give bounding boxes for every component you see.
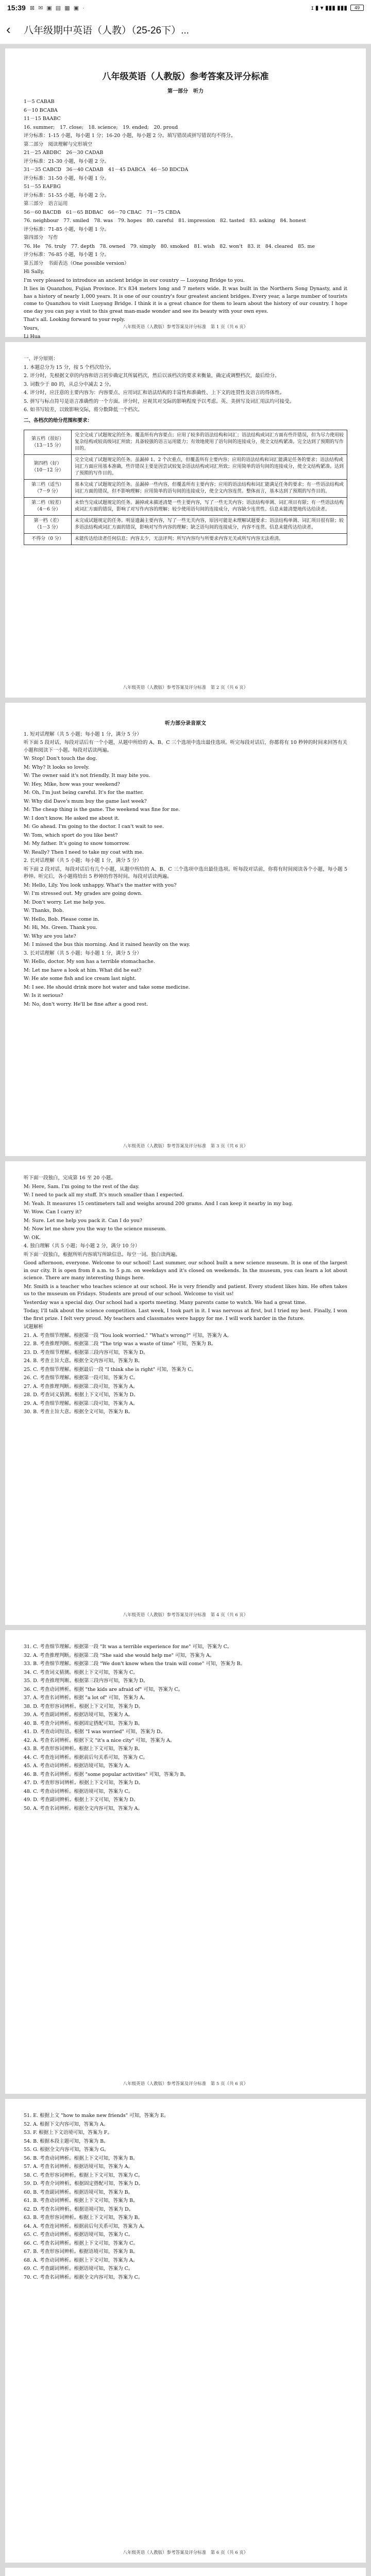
rubric-level: 第四档（好） （10－12 分）	[24, 455, 72, 480]
page-footer: 八年级英语（人教版）参考答案及评分标准 第 1 页（共 6 页）	[123, 324, 248, 330]
rubric-heading: 二、各档次的给分范围和要求：	[24, 417, 93, 423]
text-line: 29. A. 考查细节理解。根据第三段可知，答案为 A。	[24, 1400, 138, 1406]
text-line: 1. 本题总分为 15 分，按 5 个档次给分。	[24, 364, 114, 370]
text-line: 第五部分 书面表达（One possible version）	[24, 260, 129, 266]
rubric-row	[24, 455, 347, 480]
section-heading: 第一部分 听力	[167, 88, 204, 94]
text-line: 评分标准：21-30 小题，每小题 2 分。	[24, 158, 109, 164]
text-line: 1－5 CABAB	[24, 99, 55, 105]
text-line: 听下面 5 段对话，每段对话后有一个小题，从题中所给的 A、B、C 三个选项中选出最佳选项。听完每段对话后，你都将有 10 秒钟的时间来回答有关小题和阅读下一小题。每段对话读两遍。	[24, 740, 347, 753]
text-line: 52. A. 根据下文内容可知，答案为 A。	[24, 2121, 109, 2127]
text-line: 65. C. 考查动词辨析。根据语境可知，答案为 C。	[24, 2232, 133, 2238]
text-line: 56－60 BACDB 61－65 BDBAC 66－70 CBAC 71－75 CBDA	[24, 209, 180, 215]
text-line: 4. 评分时，应注意的主要内容为：内容要点、应用词汇和语法结构的丰富性和准确性、上下文的连贯性及语言的得体性。	[24, 390, 285, 396]
text-line: That's all. Looking forward to your reply.	[24, 317, 125, 323]
rubric-description: 完全完成了试题规定的任务。虽漏掉 1、2 个次重点，但覆盖所有主要内容；应用的语法结构和词汇能满足任务的要求；语法结构或词汇方面应用基本准确，些许错误主要是因尝试较复杂语法结构或词汇所致；应用简单的语句间的连接成分，使全文结构紧凑。达到了预期的写作目的。	[72, 455, 347, 480]
section-heading: 听力部分录音原文	[165, 721, 206, 726]
text-line: 61. B. 考查动词辨析。根据上下文可知，答案为 B。	[24, 2198, 138, 2204]
text-line: 30. B. 考查主旨大意。根据全文可知，答案为 B。	[24, 1409, 133, 1415]
text-line: 58. C. 考查形容词辨析。根据上下文可知，答案为 C。	[24, 2172, 143, 2178]
rubric-row	[24, 516, 347, 534]
text-line: 听下面 2 段对话，每段对话后有几个小题，从题中所给的 A、B、C 三个选项中选出最佳选项。听每段对话前，你将有时间阅读各个小题，每小题 5 秒钟。听完后，各小题将给出 5 秒钟的作答时间。每段对话读两遍。	[24, 866, 347, 879]
text-line: 63. B. 考查形容词辨析。根据上下文可知，答案为 B。	[24, 2215, 143, 2221]
text-line: M: Go ahead. I'm going to the doctor. I can't wait to see.	[24, 824, 164, 829]
rubric-table	[24, 430, 347, 545]
signal-icon: ɪ ▮ ▾ ▮▮▮ ▮▮▮	[311, 4, 347, 11]
rubric-level: 不得分（0 分）	[24, 534, 72, 545]
text-line: W: He ate some fish and ice cream last night.	[24, 976, 137, 981]
text-line: 70. C. 考查名词辨析。根据全文内容可知，答案为 C。	[24, 2274, 143, 2280]
document-viewer[interactable]	[0, 44, 371, 2576]
text-line: 23. D. 考查细节理解。根据第三段内容可知，答案为 D。	[24, 1349, 148, 1355]
text-line: 38. D. 考查形容词辨析。根据上下文可知，答案为 D。	[24, 1703, 144, 1709]
notification-icons: ⊠ ✉ ▣ ▤ ▦ ▣ ·	[29, 5, 86, 11]
rubric-description: 未能传达给读者任何信息；内容太少，无法评判；所写内容均与所要求内容无关或所写内容无法看清。	[72, 534, 347, 545]
text-line: 62. D. 考查名词辨析。根据语境可知，答案为 D。	[24, 2206, 134, 2212]
text-line: 67. B. 考查形容词辨析。根据语境可知，答案为 B。	[24, 2249, 138, 2255]
rubric-row	[24, 480, 347, 498]
text-line: M: Yeah. It measures 15 centimeters tall and weighs around 200 grams. And I can keep it nearby in my bag.	[24, 1200, 294, 1207]
battery-icon: 49	[350, 5, 364, 11]
back-arrow-icon[interactable]: ‹	[6, 22, 11, 37]
text-line: 听下面一段独白，完成第 16 至 20 小题。	[24, 1175, 116, 1181]
text-line: 27. A. 考查推理判断。根据第二段可知，答案为 A。	[24, 1383, 138, 1389]
rubric-row	[24, 430, 347, 455]
page-footer: 八年级英语（人教版）参考答案及评分标准 第 4 页（共 6 页）	[123, 1612, 248, 1618]
text-line: 41. D. 考查动词短语。根据 "I was worried" 可知，答案为 D。	[24, 1729, 165, 1735]
text-line: 47. D. 考查形容词辨析。根据上下文可知，答案为 D。	[24, 1780, 144, 1786]
text-line: 16. summer; 17. close; 18. science; 19. ended; 20. proud	[24, 124, 178, 130]
document-toolbar	[0, 15, 371, 44]
text-line: 一、评分原则：	[24, 356, 58, 362]
text-line: 28. D. 考查词义猜测。根据上下文可知，答案为 D。	[24, 1392, 139, 1398]
text-line: 2. 评分时，先根据文章的内容和语言初步确定其所属档次，然后以该档次的要求来衡量，确定或调整档次，最后给分。	[24, 373, 280, 379]
text-line: 6. 如书写较差，以致影响交际，将分数降低一个档次。	[24, 407, 143, 413]
text-line: 25. C. 考查细节理解。根据最后一段 "I think she is right" 可知，答案为 C。	[24, 1366, 196, 1372]
text-line: 46. B. 考查名词辨析。根据 "some popular activities" 可知，答案为 B。	[24, 1771, 189, 1777]
text-line: M: Why? It looks so lovely.	[24, 764, 90, 770]
text-line: It lies in Quanzhou, Fujian Province. It's 834 meters long and 7 meters wide. It was built in the Northern Song Dynasty, and it has a history of nearly 1,000 years. It is one of our country's four greatest ancient bridges. Every year, a large number of tourists come to Quanzhou to visit Luoyang Bridge. I think it is a great chance for them to learn about the history of our country. I hope one day you can pay a visit to this great man-made wonder and see its beauty with your own eyes.	[24, 286, 347, 314]
listening-script	[24, 1175, 347, 1416]
text-line: M: I missed the bus this morning. And it rained heavily on the way.	[24, 942, 191, 947]
rubric-description: 基本完成了试题规定的任务。虽漏掉一些内容，但覆盖所有主要内容；应用的语法结构和词汇能满足任务的要求；有一些语法结构或词汇方面的错误，但不影响理解；应用简单的语句间的连接成分，使全文内容连贯。整体而言，基本达到了预期的写作目的。	[72, 480, 347, 498]
listening-script	[24, 731, 347, 1009]
text-line: W: Hey, Mike, how was your weekend?	[24, 781, 120, 787]
text-line: M: Hello, Lily. You look unhappy. What's the matter with you?	[24, 882, 177, 888]
text-line: 69. C. 考查副词辨析。根据语境可知，答案为 C。	[24, 2266, 133, 2272]
page-title: 八年级英语（人教版）参考答案及评分标准	[102, 72, 269, 82]
text-line: W: Is it serious?	[24, 993, 63, 998]
status-bar	[0, 0, 371, 15]
text-line: W: Hello, Bob. Please come in.	[24, 916, 99, 922]
text-line: W: Thanks, Bob.	[24, 908, 64, 913]
text-line: 34. C. 考查词义猜测。根据上下文可知，答案为 C。	[24, 1669, 138, 1675]
rubric-level: 第一档（差） （1－3 分）	[24, 516, 72, 534]
text-line: 44. C. 考查连词辨析。根据前后句关系可知，答案为 C。	[24, 1754, 148, 1760]
status-time: 15:39	[7, 4, 26, 12]
text-line: 第三部分 语言运用	[24, 201, 68, 207]
text-line: 43. B. 考查形容词辨析。根据上下文可知，答案为 B。	[24, 1746, 143, 1752]
text-line: 5. 拼写与标点符号是语言准确性的一个方面。评分时，应视其对交际的影响程度予以考虑。英、美拼写及词汇用法均可接受。	[24, 398, 295, 404]
text-line: W: I'm stressed out. My grades are going down.	[24, 891, 143, 896]
text-line: 37. A. 考查名词辨析。根据 "a lot of" 可知，答案为 A。	[24, 1695, 148, 1701]
document-page-6	[5, 2099, 366, 2563]
text-line: 57. A. 考查名词辨析。根据语境可知，答案为 A。	[24, 2164, 133, 2170]
text-line: 33. B. 考查细节理解。根据第二段 "We don't know when the train will come" 可知，答案为 B。	[24, 1661, 245, 1667]
text-line: 评分标准：1-15 小题，每小题 1 分；16-20 小题，每小题 2 分。填写错误或拼写错误均不得分。	[24, 133, 236, 139]
rubric-row	[24, 534, 347, 545]
answer-list	[24, 98, 347, 341]
text-line: 35. D. 考查推理判断。根据第三段内容可知，答案为 D。	[24, 1678, 148, 1684]
text-line: 试题解析	[24, 1324, 44, 1330]
text-line: W: OK.	[24, 1234, 41, 1241]
text-line: 11－15 BAABC	[24, 116, 61, 122]
text-line: W: I need to pack all my stuff. It's much smaller than I expected.	[24, 1192, 184, 1198]
text-line: W: Hello, doctor. My son has a terrible stomachache.	[24, 959, 155, 964]
text-line: 32. A. 考查推理判断。根据第二段 "She said she would help me" 可知，答案为 A。	[24, 1652, 215, 1658]
text-line: M: I see. He should drink more hot water and take some medicine.	[24, 984, 190, 990]
text-line: 59. D. 考查介词辨析。根据固定搭配可知，答案为 D。	[24, 2181, 144, 2187]
text-line: M: My father. It's going to snow tomorrow.	[24, 841, 130, 846]
rubric-description: 未恰当完成试题规定的任务。漏掉或未描述清楚一些主要内容，写了一些无关内容；语法结构单调、词汇项目有限；有一些语法结构或词汇方面的错误，影响了对写作内容的理解；较少使用语句间的连接成分，内容缺少连贯性。信息未能清楚地传达给读者。	[72, 498, 347, 516]
text-line: 评分标准：71-85 小题，每小题 1 分。	[24, 226, 109, 232]
text-line: 36. C. 考查动词辨析。根据 "the kids are afraid of" 可知，答案为 C。	[24, 1686, 183, 1692]
text-line: 评分标准：51-55 小题，每小题 2 分。	[24, 192, 109, 198]
text-line: 评分标准：31-50 小题，每小题 1 分。	[24, 175, 109, 181]
text-line: W: Stop! Don't touch the dog.	[24, 756, 97, 761]
text-line: 31. C. 考查细节理解。根据第一段 "It was a terrible experience for me" 可知，答案为 C。	[24, 1644, 232, 1650]
text-line: 21. A. 考查细节理解。根据第一段 "You look worried." "What's wrong?" 可知，答案为 A。	[24, 1332, 232, 1338]
rubric-level: 第三档（适当） （7－9 分）	[24, 480, 72, 498]
text-line: 31－35 CABCD 36－40 CADAB 41－45 DABCA 46－50 BDCDA	[24, 167, 189, 173]
scoring-principles	[24, 355, 347, 414]
text-line: 60. B. 考查副词辨析。根据语境可知，答案为 B。	[24, 2189, 133, 2195]
text-line: 26. C. 考查细节理解。根据第一段可知，答案为 C。	[24, 1375, 138, 1381]
text-line: M: Hi, Ms. Green. Thank you.	[24, 925, 97, 930]
text-line: Li Hua	[24, 334, 41, 340]
text-line: W: Wow. Can I carry it?	[24, 1209, 82, 1215]
document-page-4	[5, 1161, 366, 1625]
text-line: 3. 词数少于 80 的，从总分中减去 2 分。	[24, 381, 114, 387]
text-line: 51. E. 根据上文 "how to make new friends" 可知，答案为 E。	[24, 2113, 169, 2119]
rubric-description: 完全完成了试题规定的任务。覆盖所有内容要点；应用了较多的语法结构和词汇；语法结构或词汇方面有些许错误，但为尽力使用较复杂结构或较高级词汇所致；具备较强的语言运用能力；有效地使用了语句间的连接成分，使全文结构紧凑。完全达到了预期的写作目的。	[72, 430, 347, 455]
text-line: 76. He 76. truly 77. depth 78. owned 79. simply 80. smoked 81. wish 82. won't 83. it 84. cleared 85. me	[24, 243, 315, 249]
rubric-description: 未完成试题规定的任务。明显遗漏主要内容，写了一些无关内容，原因可能是未理解试题要求；语法结构单调、词汇项目很有限；较多语法结构或词汇方面的错误，影响对写作内容的理解；缺乏语句间的连接成分，内容不连贯。信息未能传达给读者。	[72, 516, 347, 534]
page-footer: 八年级英语（人教版）参考答案及评分标准 第 3 页（共 6 页）	[123, 1143, 248, 1149]
text-line: 21－25 ABDBC 26－30 CADAB	[24, 150, 104, 156]
text-line: 第四部分 写作	[24, 235, 58, 241]
document-page-5	[5, 1630, 366, 2094]
answer-explanations	[24, 1643, 347, 1812]
text-line: 76. neighbour 77. smiled 78. was 79. hopes 80. careful 81. impression 82. tasted 83. asking 84. honest	[24, 218, 306, 224]
text-line: W: I don't know. He asked me about it.	[24, 815, 120, 821]
text-line: Mr. Smith is a teacher who teaches science at our school. He is very friendly and patient. Every student likes him. He often takes us to the museum on Fridays. Students are proud of our school. Welcome to visit us!	[24, 1283, 347, 1297]
answer-explanations	[24, 2112, 347, 2281]
text-line: W: Why are you late?	[24, 933, 76, 939]
text-line: W: Why did Dave's mum buy the game last week?	[24, 798, 147, 804]
text-line: Hi Sally,	[24, 269, 44, 275]
text-line: 2. 长对话理解（共 5 小题；每小题 1 分，满分 5 分）	[24, 858, 142, 863]
text-line: M: Oh, I'm just being careful. It's for the matter.	[24, 790, 144, 795]
text-line: 55. G. 根据全文内容可知，答案为 G。	[24, 2147, 109, 2153]
text-line: 68. A. 考查动词辨析。根据上下文可知，答案为 A。	[24, 2257, 138, 2263]
text-line: 42. A. 考查名词辨析。根据下文 "it's a nice city" 可知，答案为 A。	[24, 1737, 175, 1743]
text-line: W: Really? Then I need to take my coat with me.	[24, 849, 144, 855]
text-line: 53. F. 根据上下文语境可知，答案为 F。	[24, 2130, 112, 2136]
text-line: 3. 长对话理解（共 5 小题；每小题 1 分，满分 5 分）	[24, 950, 142, 956]
text-line: 评分标准：76-85 小题，每小题 1 分。	[24, 252, 109, 258]
text-line: 49. D. 考查副词辨析。根据上下文可知，答案为 D。	[24, 1797, 139, 1803]
text-line: 66. C. 考查名词辨析。根据上下文可知，答案为 C。	[24, 2240, 138, 2246]
text-line: 22. B. 考查推理判断。根据第二段 "The trip was a waste of time" 可知，答案为 B。	[24, 1341, 216, 1347]
document-page-3	[5, 703, 366, 1156]
text-line: 第二部分 阅读理解与完形填空	[24, 141, 93, 147]
text-line: M: Let me have a look at him. What did he eat?	[24, 967, 142, 973]
text-line: 51－55 EAFBG	[24, 184, 61, 190]
text-line: 39. A. 考查副词辨析。根据语境可知，答案为 A。	[24, 1712, 133, 1718]
text-line: 24. B. 考查主旨大意。根据全文内容可知，答案为 B。	[24, 1358, 143, 1364]
text-line: 4. 独白理解（共 5 小题；每小题 2 分，满分 10 分）	[24, 1243, 140, 1249]
text-line: Good afternoon, everyone. Welcome to our school! Last summer, our school built a new science museum. It is one of the largest in our city. It is open from 8 a.m. to 5 p.m. on weekdays and it's closed on weekends. In the museum, you can learn a lot about science. There are many interesting things here.	[24, 1260, 347, 1281]
document-page-7	[5, 2568, 366, 2576]
text-line: M: Sure. Let me help you pack it. Can I do you?	[24, 1217, 142, 1224]
text-line: M: Now let me show you the way to the science museum.	[24, 1226, 166, 1232]
text-line: Today, I'll talk about the science competition. Last week, I took part in it. I was nervous at first, but I tried my best. Finally, I won the first prize. I felt very proud. My teachers and classmates were happy for me. I will work harder in the future.	[24, 1308, 347, 1321]
rubric-level: 第五档（很好） （13－15 分）	[24, 430, 72, 455]
text-line: M: Don't worry. Let me help you.	[24, 899, 106, 905]
page-footer: 八年级英语（人教版）参考答案及评分标准 第 5 页（共 6 页）	[123, 2081, 248, 2087]
document-title: 八年级期中英语（人教）（25-26下）...	[24, 25, 189, 36]
text-line: 6－10 BCABA	[24, 107, 58, 113]
text-line: M: No, don't worry. He'll be fine after a good rest.	[24, 1001, 148, 1007]
document-page-2	[5, 342, 366, 698]
text-line: I'm very pleased to introduce an ancient bridge in our country — Luoyang Bridge to you.	[24, 277, 245, 283]
text-line: 54. B. 根据本段主题可知，答案为 B。	[24, 2138, 109, 2144]
text-line: 45. A. 考查动词辨析。根据语境可知，答案为 A。	[24, 1763, 133, 1769]
text-line: M: The cheap thing is the game. The weekend was fine for me.	[24, 807, 180, 812]
text-line: 听下面一段独白，根据所听内容填写所缺信息。每空一词。独白读两遍。	[24, 1251, 181, 1258]
text-line: 50. A. 考查名词辨析。根据全文内容可知，答案为 A。	[24, 1805, 143, 1811]
page-footer: 八年级英语（人教版）参考答案及评分标准 第 2 页（共 6 页）	[123, 685, 248, 690]
text-line: M: Here, Sam. I'm going to the rest of the day.	[24, 1183, 140, 1190]
text-line: Yesterday was a special day. Our school had a sports meeting. Many parents came to watch. We had a great time.	[24, 1299, 307, 1306]
text-line: 1. 短对话理解（共 5 小题；每小题 1 分，满分 5 分）	[24, 731, 142, 737]
text-line: 64. A. 考查连词辨析。根据前后句关系可知，答案为 A。	[24, 2223, 148, 2229]
text-line: Yours,	[24, 325, 39, 331]
text-line: W: Tom, which sport do you like best?	[24, 832, 118, 838]
text-line: W: The owner said it's not friendly. It may bite you.	[24, 773, 150, 778]
text-line: 48. C. 考查动词辨析。根据语境可知，答案为 C。	[24, 1788, 133, 1794]
rubric-row	[24, 498, 347, 516]
rubric-level: 第二档（较差） （4－6 分）	[24, 498, 72, 516]
page-footer: 八年级英语（人教版）参考答案及评分标准 第 6 页（共 6 页）	[123, 2550, 248, 2555]
text-line: 56. B. 考查动词辨析。根据上下文可知，答案为 B。	[24, 2155, 138, 2161]
text-line: 40. B. 考查介词辨析。根据固定搭配可知，答案为 B。	[24, 1720, 143, 1726]
document-page-1	[5, 48, 366, 340]
